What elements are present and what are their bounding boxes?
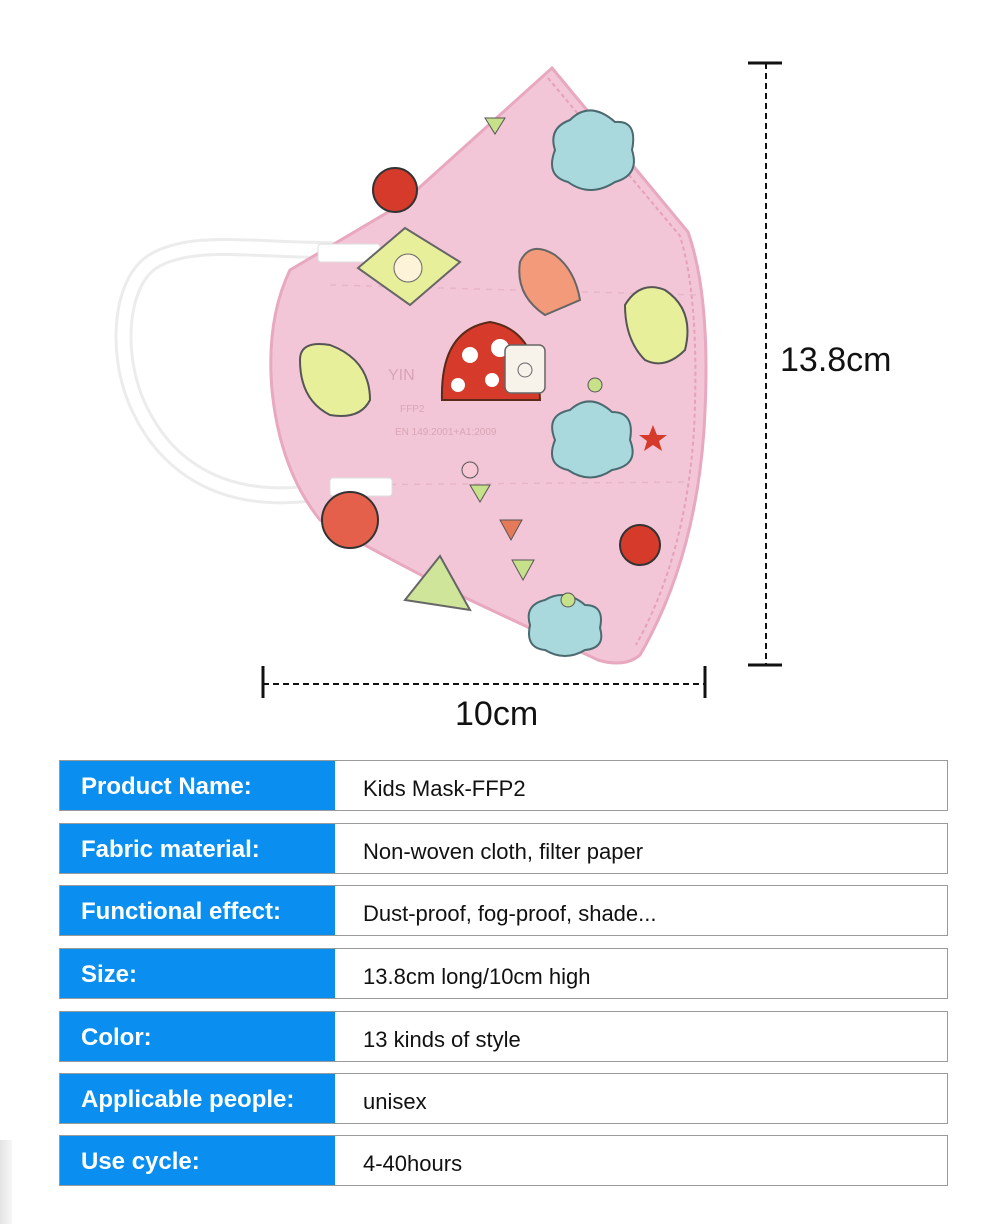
width-dimension-line [263, 666, 705, 698]
spec-value: unisex [363, 1089, 427, 1114]
height-dimension-line [748, 63, 782, 665]
spec-value: 13 kinds of style [363, 1027, 521, 1052]
spec-key: Product Name: [60, 761, 335, 810]
spec-value: Non-woven cloth, filter paper [363, 839, 644, 864]
edge-shadow [0, 1140, 12, 1224]
spec-row-use-cycle [59, 1135, 948, 1186]
spec-row-color [59, 1011, 948, 1062]
spec-value: 4-40hours [363, 1151, 463, 1176]
spec-value: 13.8cm long/10cm high [363, 964, 591, 989]
spec-row-product-name [59, 760, 948, 811]
spec-key: Color: [60, 1012, 335, 1061]
spec-row-size [59, 948, 948, 999]
spec-row-functional-effect [59, 885, 948, 936]
spec-key: Fabric material: [60, 824, 335, 873]
spec-row-fabric-material [59, 823, 948, 874]
spec-key: Functional effect: [60, 886, 335, 935]
mask-cert-text: FFP2 [400, 404, 425, 415]
spec-key: Applicable people: [60, 1074, 335, 1123]
height-label: 13.8cm [780, 341, 892, 379]
spec-value: Dust-proof, fog-proof, shade... [363, 901, 657, 926]
spec-key: Use cycle: [60, 1136, 335, 1185]
mask-cert-text: EN 149:2001+A1:2009 [395, 427, 497, 438]
spec-row-applicable-people [59, 1073, 948, 1124]
spec-key: Size: [60, 949, 335, 998]
width-label: 10cm [455, 695, 539, 733]
spec-value: Kids Mask-FFP2 [363, 776, 526, 801]
mask-brand-text: YIN [388, 367, 415, 384]
